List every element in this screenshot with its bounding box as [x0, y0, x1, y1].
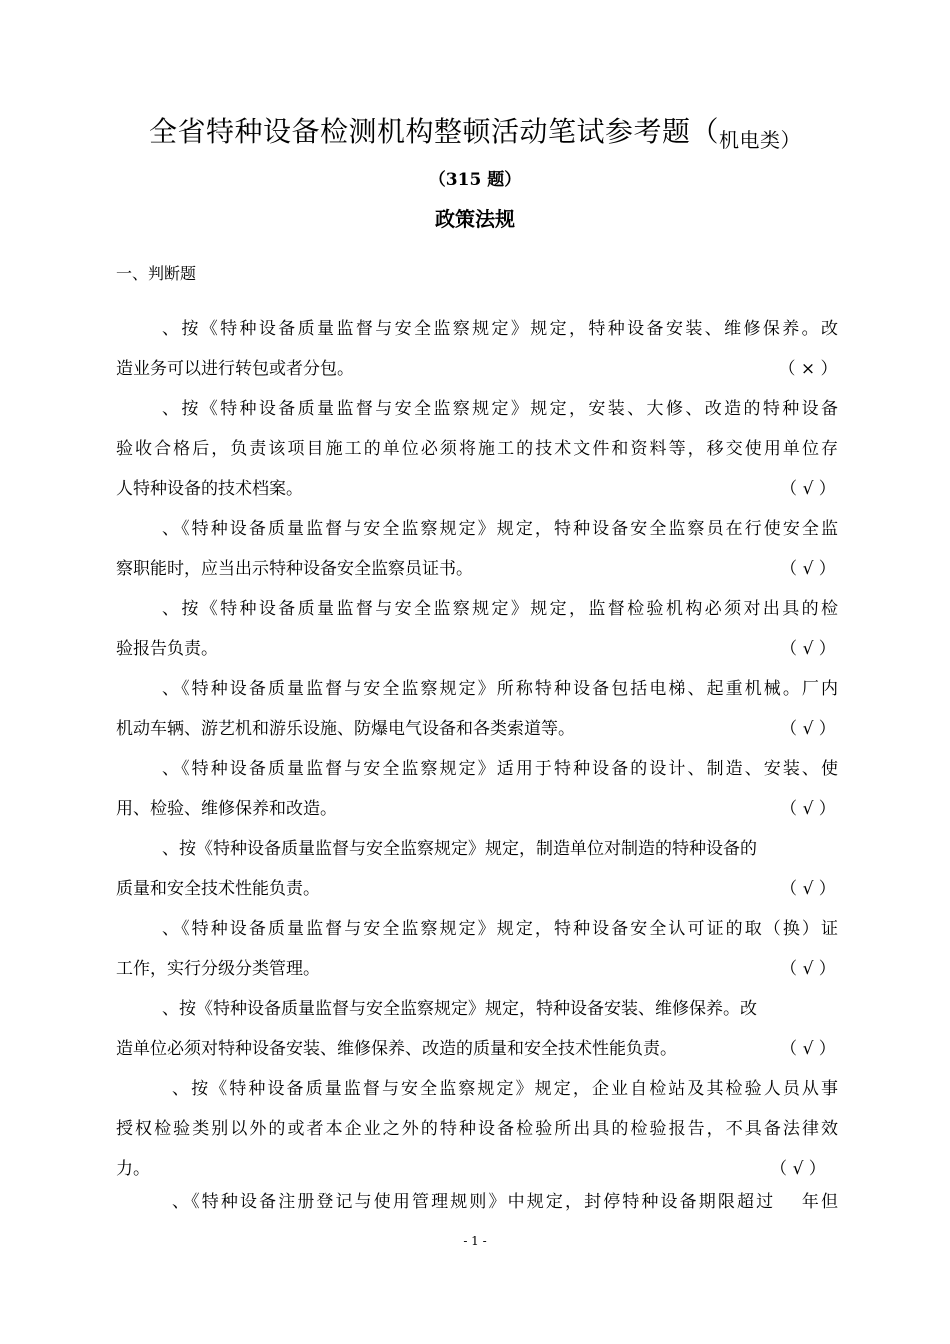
page-number: - 1 - [463, 1234, 487, 1248]
section-title: 政策法规 [435, 207, 515, 231]
answer-mark: （ √ ） [780, 879, 836, 899]
question-line: 、按《特种设备质量监督与安全监察规定》规定，安装、大修、改造的特种设备 [162, 399, 838, 419]
question-line: 、按《特种设备质量监督与安全监察规定》规定，监督检验机构必须对出具的检 [162, 599, 838, 619]
question-item [116, 749, 838, 829]
answer-mark: （ √ ） [780, 639, 836, 659]
document-title [0, 110, 950, 150]
question-item [116, 909, 838, 989]
question-count: （315 题） [428, 170, 522, 190]
question-type-heading: 一、判断题 [116, 264, 197, 283]
title-main: 全省特种设备检测机构整顿活动笔试参考题（ [148, 115, 719, 148]
question-line: 用、检验、维修保养和改造。 [116, 799, 337, 819]
question-line: 力。 [116, 1159, 150, 1179]
question-item [116, 829, 838, 909]
question-item [116, 309, 838, 389]
answer-mark: （ √ ） [770, 1159, 826, 1179]
question-item [116, 669, 838, 749]
question-item [116, 1182, 838, 1222]
question-line: 、按《特种设备质量监督与安全监察规定》规定，特种设备安装、维修保养。改 [162, 999, 757, 1019]
question-line: 验报告负责。 [116, 639, 218, 659]
question-line: 察职能时，应当出示特种设备安全监察员证书。 [116, 559, 473, 579]
question-line: 验收合格后，负责该项目施工的单位必须将施工的技术文件和资料等，移交使用单位存 [116, 439, 838, 459]
question-line: 质量和安全技术性能负责。 [116, 879, 320, 899]
answer-mark: （ √ ） [780, 559, 836, 579]
question-line: 、《特种设备质量监督与安全监察规定》适用于特种设备的设计、制造、安装、使 [162, 759, 838, 779]
answer-mark: （ √ ） [780, 1039, 836, 1059]
title-sub: 机电类） [719, 128, 801, 152]
question-line: 、《特种设备质量监督与安全监察规定》规定，特种设备安全认可证的取（换）证 [162, 919, 838, 939]
question-item [116, 589, 838, 669]
question-line: 、《特种设备质量监督与安全监察规定》所称特种设备包括电梯、起重机械。厂内 [162, 679, 838, 699]
answer-mark: （ √ ） [780, 479, 836, 499]
question-line: 、《特种设备注册登记与使用管理规则》中规定，封停特种设备期限超过 年但 [172, 1192, 838, 1212]
answer-mark: （ × ） [778, 359, 838, 379]
question-line: 人特种设备的技术档案。 [116, 479, 303, 499]
question-line: 工作，实行分级分类管理。 [116, 959, 320, 979]
question-line: 、按《特种设备质量监督与安全监察规定》规定，企业自检站及其检验人员从事 [172, 1079, 838, 1099]
question-line: 授权检验类别以外的或者本企业之外的特种设备检验所出具的检验报告，不具备法律效 [116, 1119, 838, 1139]
answer-mark: （ √ ） [780, 959, 836, 979]
question-item [116, 1069, 838, 1189]
answer-mark: （ √ ） [780, 799, 836, 819]
question-line: 造单位必须对特种设备安装、维修保养、改造的质量和安全技术性能负责。 [116, 1039, 677, 1059]
question-item [116, 389, 838, 509]
question-line: 、《特种设备质量监督与安全监察规定》规定，特种设备安全监察员在行使安全监 [162, 519, 838, 539]
question-item [116, 509, 838, 589]
answer-mark: （ √ ） [780, 719, 836, 739]
question-line: 、按《特种设备质量监督与安全监察规定》规定，制造单位对制造的特种设备的 [162, 839, 757, 859]
question-line: 造业务可以进行转包或者分包。 [116, 359, 354, 379]
question-line: 机动车辆、游艺机和游乐设施、防爆电气设备和各类索道等。 [116, 719, 575, 739]
question-line: 、按《特种设备质量监督与安全监察规定》规定，特种设备安装、维修保养。改 [162, 319, 838, 339]
question-item [116, 989, 838, 1069]
